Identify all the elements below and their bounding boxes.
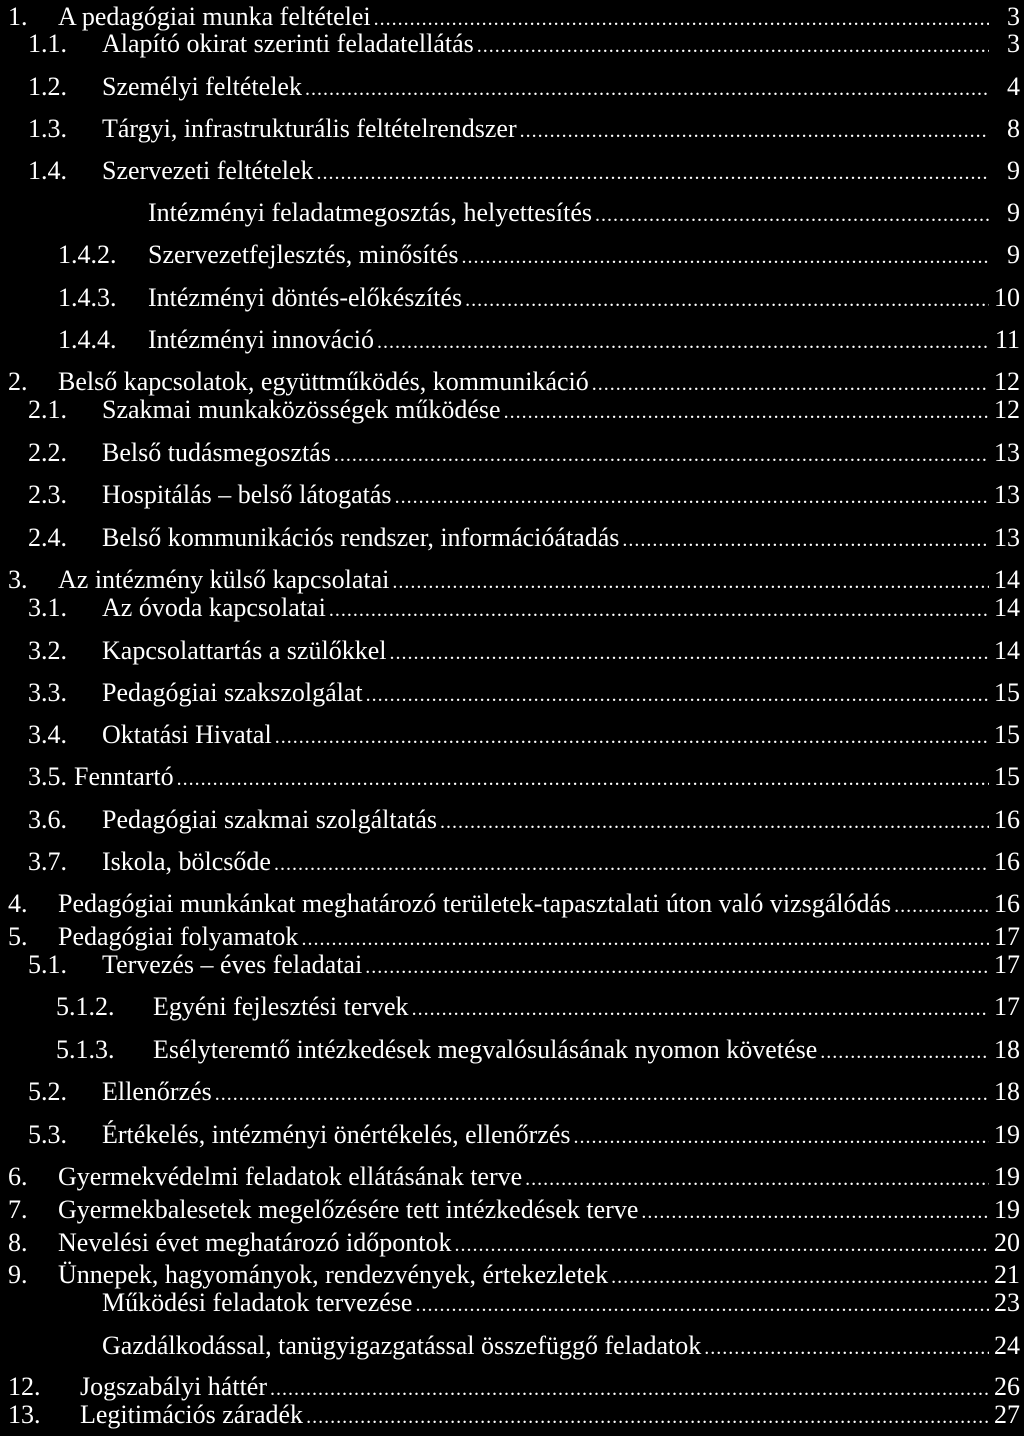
- toc-number: 1.3.: [28, 114, 67, 143]
- toc-page-number: 3: [1007, 29, 1020, 58]
- toc-entry: [28, 760, 1020, 794]
- toc-number: 1.4.2.: [58, 240, 117, 269]
- toc-page-number: 19: [994, 1195, 1020, 1224]
- toc-title: Tárgyi, infrastrukturális feltételrendszer: [102, 114, 517, 143]
- toc-title: Értékelés, intézményi önértékelés, ellenőrzés: [102, 1120, 571, 1149]
- toc-entry: [28, 478, 1020, 512]
- toc-title: Ünnepek, hagyományok, rendezvények, értekezletek: [58, 1260, 609, 1289]
- toc-page-number: 15: [994, 720, 1020, 749]
- toc-title: Intézményi döntés-előkészítés: [148, 283, 463, 312]
- toc-number: 3.4.: [28, 720, 67, 749]
- toc-title: Pedagógiai szakszolgálat: [102, 678, 363, 707]
- toc-number: 1.2.: [28, 72, 67, 101]
- toc-title: Tervezés – éves feladatai: [102, 950, 363, 979]
- toc-leader: [454, 1228, 989, 1262]
- toc-entry: [28, 436, 1020, 470]
- toc-number: 8.: [8, 1228, 28, 1257]
- toc-number: 2.3.: [28, 480, 67, 509]
- toc-number: 13.: [8, 1400, 41, 1429]
- toc-number: 5.1.2.: [56, 992, 115, 1021]
- toc-title: Intézményi feladatmegosztás, helyettesítés: [148, 198, 592, 227]
- toc-leader: [504, 395, 989, 429]
- toc-entry: [8, 1193, 1020, 1227]
- toc-page-number: 13: [994, 480, 1020, 509]
- toc-title: Pedagógiai szakmai szolgáltatás: [102, 805, 438, 834]
- toc-title: Személyi feltételek: [102, 72, 302, 101]
- toc-entry: [28, 393, 1020, 427]
- toc-number: 3.3.: [28, 678, 67, 707]
- toc-page-number: 21: [994, 1260, 1020, 1289]
- toc-leader: [595, 198, 989, 232]
- toc-entry: [28, 154, 1020, 188]
- toc-entry: [28, 1075, 1020, 1109]
- toc-title: Az óvoda kapcsolatai: [102, 593, 326, 622]
- toc-leader: [306, 1400, 989, 1434]
- toc-entry: [28, 718, 1020, 752]
- toc-page-number: 12: [994, 367, 1020, 396]
- toc-title: Pedagógiai munkánkat meghatározó területek-tapasztalati úton való vizsgálódás: [58, 889, 892, 918]
- toc-page-number: 16: [994, 805, 1020, 834]
- toc-leader: [525, 1162, 989, 1196]
- toc-page-number: 9: [1007, 156, 1020, 185]
- toc-title: Iskola, bölcsőde: [102, 847, 271, 876]
- toc-entry: [28, 591, 1020, 625]
- toc-leader: [329, 593, 989, 627]
- toc-entry: [28, 634, 1020, 668]
- toc-number: 3.5.: [28, 762, 67, 791]
- toc-page-number: 4: [1007, 72, 1020, 101]
- toc-leader: [465, 283, 989, 317]
- toc-number: 5.2.: [28, 1077, 67, 1106]
- toc-leader: [274, 847, 989, 881]
- toc-page-number: 15: [994, 678, 1020, 707]
- toc-page-number: 23: [994, 1288, 1020, 1317]
- toc-entry: [28, 803, 1020, 837]
- toc-page-number: 3: [1007, 2, 1020, 31]
- toc-entry: [28, 112, 1020, 146]
- toc-title: Esélyteremtő intézkedések megvalósulásának nyomon követése: [153, 1035, 818, 1064]
- toc-entry: [102, 1286, 1020, 1320]
- toc-page-number: 16: [994, 847, 1020, 876]
- toc-page-number: 17: [994, 922, 1020, 951]
- toc-page-number: 11: [994, 325, 1020, 354]
- toc-number: 4.: [8, 889, 28, 918]
- toc-number: 1.4.3.: [58, 283, 117, 312]
- toc-leader: [704, 1331, 989, 1365]
- toc-page-number: 10: [994, 283, 1020, 312]
- toc-leader: [820, 1035, 989, 1069]
- toc-leader: [894, 889, 989, 923]
- toc-page-number: 8: [1007, 114, 1020, 143]
- toc-number: 3.6.: [28, 805, 67, 834]
- toc-page-number: 18: [994, 1035, 1020, 1064]
- toc-leader: [395, 480, 989, 514]
- toc-title: A pedagógiai munka feltételei: [58, 2, 371, 31]
- toc-entry: [28, 676, 1020, 710]
- toc-page-number: 20: [994, 1228, 1020, 1257]
- toc-entry: [8, 887, 1020, 921]
- toc-entry: [58, 323, 1020, 357]
- toc-number: 3.7.: [28, 847, 67, 876]
- toc-title: Belső kapcsolatok, együttműködés, kommunikáció: [58, 367, 589, 396]
- toc-page-number: 14: [994, 593, 1020, 622]
- toc-leader: [334, 438, 989, 472]
- toc-number: 2.4.: [28, 523, 67, 552]
- toc-title: Szakmai munkaközösségek működése: [102, 395, 501, 424]
- toc-leader: [365, 950, 989, 984]
- toc-title: Kapcsolattartás a szülőkkel: [102, 636, 387, 665]
- toc-page-number: 18: [994, 1077, 1020, 1106]
- toc-entry: [28, 70, 1020, 104]
- toc-page-number: 17: [994, 950, 1020, 979]
- toc-title: Hospitálás – belső látogatás: [102, 480, 392, 509]
- toc-entry: [148, 196, 1020, 230]
- toc-leader: [641, 1195, 989, 1229]
- toc-page-number: 12: [994, 395, 1020, 424]
- toc-title: Gyermekbalesetek megelőzésére tett intézkedések terve: [58, 1195, 639, 1224]
- toc-entry: [58, 238, 1020, 272]
- toc-title: Alapító okirat szerinti feladatellátás: [102, 29, 474, 58]
- toc-number: 9.: [8, 1260, 28, 1289]
- toc-page-number: 13: [994, 523, 1020, 552]
- toc-title: Gazdálkodással, tanügyigazgatással összefüggő feladatok: [102, 1331, 702, 1360]
- toc-title: Jogszabályi háttér: [80, 1372, 267, 1401]
- toc-number: 3.2.: [28, 636, 67, 665]
- toc-number: 3.1.: [28, 593, 67, 622]
- toc-number: 5.1.3.: [56, 1035, 115, 1064]
- toc-page-number: 17: [994, 992, 1020, 1021]
- toc-page-number: 19: [994, 1162, 1020, 1191]
- toc-page-number: 19: [994, 1120, 1020, 1149]
- toc-title: Nevelési évet meghatározó időpontok: [58, 1228, 452, 1257]
- toc-page-number: 13: [994, 438, 1020, 467]
- toc-title: Oktatási Hivatal: [102, 720, 272, 749]
- toc-number: 1.1.: [28, 29, 67, 58]
- toc-entry: [56, 1033, 1020, 1067]
- toc-title: Pedagógiai folyamatok: [58, 922, 299, 951]
- toc-number: 1.4.4.: [58, 325, 117, 354]
- toc-page-number: 15: [994, 762, 1020, 791]
- toc-leader: [574, 1120, 989, 1154]
- toc-title: Intézményi innováció: [148, 325, 374, 354]
- toc-leader: [215, 1077, 989, 1111]
- toc-leader: [305, 72, 989, 106]
- toc-page-number: 9: [1007, 198, 1020, 227]
- toc-number: 6.: [8, 1162, 28, 1191]
- toc-leader: [412, 992, 989, 1026]
- toc-leader: [366, 678, 989, 712]
- toc-page-number: 16: [994, 889, 1020, 918]
- toc-page-number: 14: [994, 565, 1020, 594]
- toc-number: 2.1.: [28, 395, 67, 424]
- toc-page-number: 9: [1007, 240, 1020, 269]
- toc-number: 2.2.: [28, 438, 67, 467]
- toc-number: 5.: [8, 922, 28, 951]
- toc-number: 2.: [8, 367, 28, 396]
- toc-leader: [275, 720, 989, 754]
- toc-entry: [28, 1118, 1020, 1152]
- toc-leader: [520, 114, 989, 148]
- toc-entry: [56, 990, 1020, 1024]
- toc-entry: [28, 521, 1020, 555]
- toc-entry: [28, 27, 1020, 61]
- toc-leader: [177, 762, 989, 796]
- toc-number: 7.: [8, 1195, 28, 1224]
- toc-entry: [28, 845, 1020, 879]
- toc-entry: [58, 281, 1020, 315]
- toc-title: Belső kommunikációs rendszer, információátadás: [102, 523, 620, 552]
- toc-number: 5.3.: [28, 1120, 67, 1149]
- toc-entry: [8, 1226, 1020, 1260]
- toc-page-number: 14: [994, 636, 1020, 665]
- toc-entry: [8, 1160, 1020, 1194]
- toc-leader: [477, 29, 989, 63]
- toc-leader: [440, 805, 989, 839]
- toc-entry: [102, 1329, 1020, 1363]
- toc-title: Szervezeti feltételek: [102, 156, 314, 185]
- toc-leader: [389, 636, 989, 670]
- toc-title: Egyéni fejlesztési tervek: [153, 992, 409, 1021]
- toc-leader: [316, 156, 989, 190]
- toc-title: Szervezetfejlesztés, minősítés: [148, 240, 459, 269]
- toc-title: Belső tudásmegosztás: [102, 438, 331, 467]
- toc-leader: [622, 523, 989, 557]
- toc-title: Fenntartó: [74, 762, 174, 791]
- toc-leader: [377, 325, 989, 359]
- toc-title: Ellenőrzés: [102, 1077, 212, 1106]
- toc-number: 5.1.: [28, 950, 67, 979]
- toc-number: 3.: [8, 565, 28, 594]
- toc-title: Működési feladatok tervezése: [102, 1288, 413, 1317]
- toc-entry: [28, 948, 1020, 982]
- toc-page-number: 26: [994, 1372, 1020, 1401]
- toc-title: Az intézmény külső kapcsolatai: [58, 565, 390, 594]
- toc-leader: [461, 240, 989, 274]
- toc-title: Gyermekvédelmi feladatok ellátásának terve: [58, 1162, 523, 1191]
- toc-number: 1.: [8, 2, 28, 31]
- toc-leader: [415, 1288, 989, 1322]
- toc-entry: [8, 1398, 1020, 1432]
- toc-page-number: 24: [994, 1331, 1020, 1360]
- toc-title: Legitimációs záradék: [80, 1400, 304, 1429]
- toc-number: 12.: [8, 1372, 41, 1401]
- toc-page-number: 27: [994, 1400, 1020, 1429]
- toc-number: 1.4.: [28, 156, 67, 185]
